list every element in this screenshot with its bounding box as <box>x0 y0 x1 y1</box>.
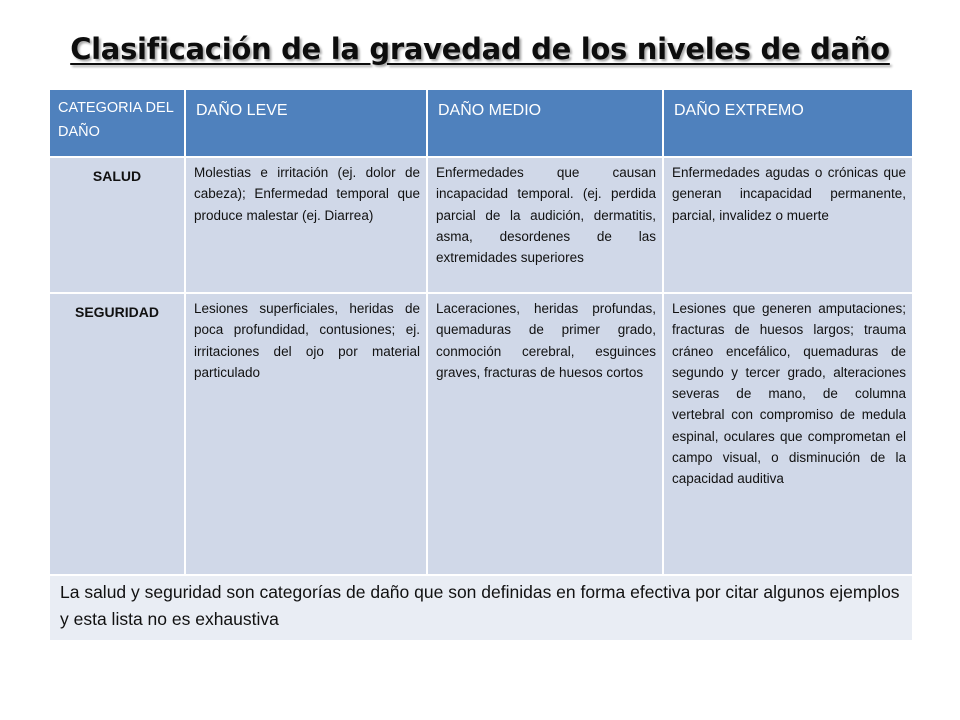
cell-seguridad-leve: Lesiones superficiales, heridas de poca profundidad, contusiones; ej. irritaciones del ojo por material particulado <box>185 293 427 575</box>
harm-classification-table <box>48 88 914 642</box>
slide-title: Clasificación de la gravedad de los niveles de daño <box>70 32 890 66</box>
header-categoria: CATEGORIA DEL DAÑO <box>49 89 185 157</box>
cell-salud-extremo: Enfermedades agudas o crónicas que generan incapacidad permanente, parcial, invalidez o muerte <box>663 157 913 293</box>
table-header-row <box>49 89 913 157</box>
table-note: La salud y seguridad son categorías de daño que son definidas en forma efectiva por citar algunos ejemplos y esta lista no es exhaustiva <box>49 575 913 641</box>
cell-salud-medio: Enfermedades que causan incapacidad temporal. (ej. perdida parcial de la audición, dermatitis, asma, desordenes de las extremidades superiores <box>427 157 663 293</box>
cell-salud-leve: Molestias e irritación (ej. dolor de cabeza); Enfermedad temporal que produce malestar (ej. Diarrea) <box>185 157 427 293</box>
row-category-salud: SALUD <box>49 157 185 293</box>
table-row-seguridad <box>49 293 913 575</box>
cell-seguridad-extremo: Lesiones que generen amputaciones; fracturas de huesos largos; trauma cráneo encefálico, quemaduras de segundo y tercer grado, alteraciones severas de mano, de columna vertebral con compromiso de medula espinal, oculares que comprometan el campo visual, o disminución de la capacidad auditiva <box>663 293 913 575</box>
header-dano-leve: DAÑO LEVE <box>185 89 427 157</box>
cell-seguridad-medio: Laceraciones, heridas profundas, quemaduras de primer grado, conmoción cerebral, esguinces graves, fracturas de huesos cortos <box>427 293 663 575</box>
header-dano-medio: DAÑO MEDIO <box>427 89 663 157</box>
header-dano-extremo: DAÑO EXTREMO <box>663 89 913 157</box>
row-category-seguridad: SEGURIDAD <box>49 293 185 575</box>
table-row-salud <box>49 157 913 293</box>
table-note-row <box>49 575 913 641</box>
